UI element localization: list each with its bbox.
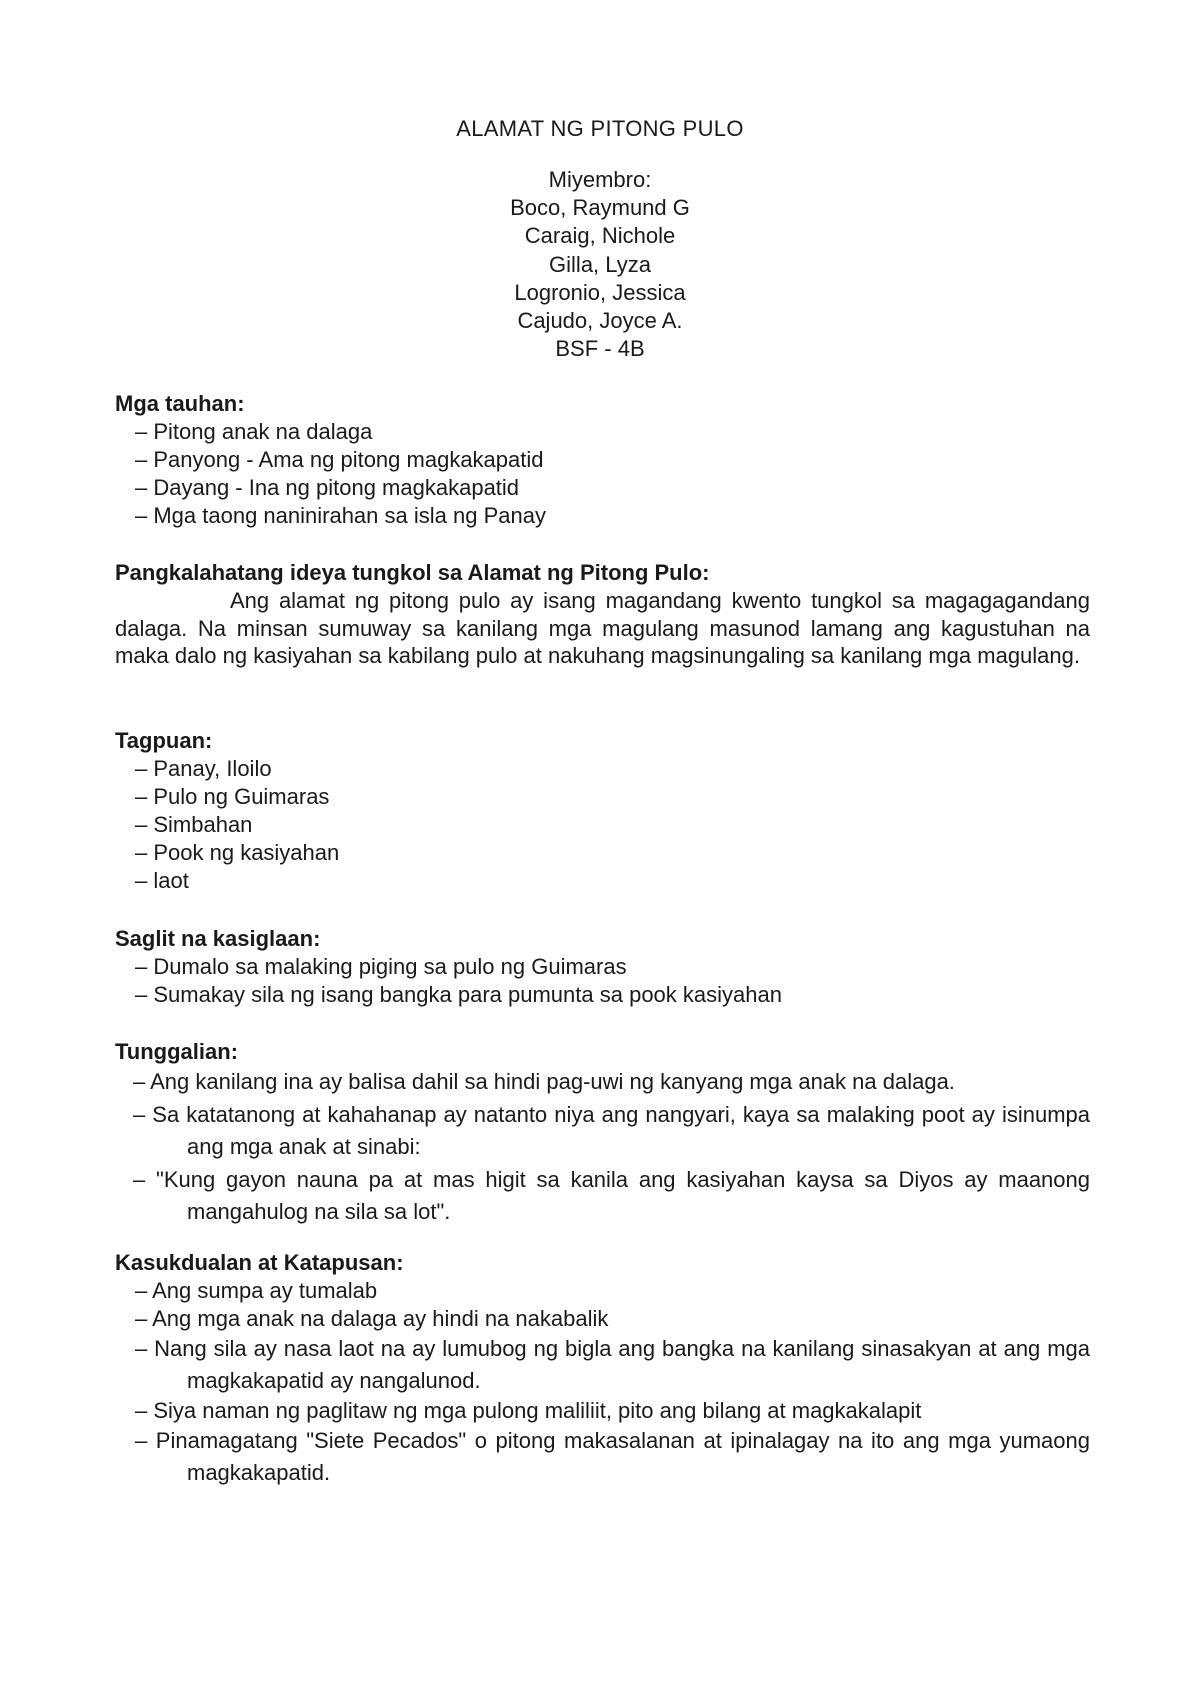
list-item: – Pinamagatang "Siete Pecados" o pitong makasalanan at ipinalagay na ito ang mga yumaong magkakapatid. — [135, 1428, 1090, 1485]
section-saglit — [115, 925, 1090, 1009]
section-heading: Mga tauhan: — [115, 391, 245, 416]
section-heading: Pangkalahatang ideya tungkol sa Alamat ng Pitong Pulo: — [115, 560, 710, 585]
list-item: – "Kung gayon nauna pa at mas higit sa kanila ang kasiyahan kaysa sa Diyos ay maanong mangahulog na sila sa lot". — [133, 1166, 1090, 1224]
section-heading: Tunggalian: — [115, 1039, 239, 1064]
member-name: Boco, Raymund G — [510, 195, 690, 221]
list-item: – Sa katatanong at kahahanap ay natanto niya ang nangyari, kaya sa malaking poot ay isinumpa ang mga anak at sinabi: — [133, 1101, 1090, 1159]
section-heading: Kasukdualan at Katapusan: — [115, 1250, 404, 1275]
section-class: BSF - 4B — [555, 336, 645, 362]
section-heading: Saglit na kasiglaan: — [115, 926, 321, 951]
list-item: – Ang mga anak na dalaga ay hindi na nakabalik — [135, 1306, 609, 1331]
section-kasukdulan — [115, 1249, 1090, 1489]
section-tunggalian — [115, 1038, 1090, 1229]
section-ideya — [115, 559, 1090, 670]
members-label: Miyembro: — [548, 167, 652, 192]
list-item: – Nang sila ay nasa laot na ay lumubog ng bigla ang bangka na kanilang sinasakyan at ang mga magkakapatid ay nangalunod. — [135, 1336, 1090, 1393]
list-item: – Panay, Iloilo — [135, 756, 272, 781]
list-item: – Siya naman ng paglitaw ng mga pulong maliliit, pito ang bilang at magkakalapit — [135, 1398, 922, 1423]
list-item: – Pitong anak na dalaga — [135, 419, 373, 444]
list-item: – Dumalo sa malaking piging sa pulo ng Guimaras — [135, 954, 627, 979]
list-item: – Simbahan — [135, 812, 253, 837]
list-item: – Mga taong naninirahan sa isla ng Panay — [135, 503, 546, 528]
list-item: – Pook ng kasiyahan — [135, 840, 340, 865]
section-heading: Tagpuan: — [115, 728, 213, 753]
member-name: Caraig, Nichole — [524, 223, 676, 249]
list-item: – Pulo ng Guimaras — [135, 784, 330, 809]
list-item: – Panyong - Ama ng pitong magkakapatid — [135, 447, 544, 472]
member-name: Cajudo, Joyce A. — [517, 307, 683, 333]
member-name: Gilla, Lyza — [549, 251, 651, 277]
list-item: – Ang sumpa ay tumalab — [135, 1278, 378, 1303]
list-item: – laot — [135, 868, 189, 893]
paragraph: Ang alamat ng pitong pulo ay isang magandang kwento tungkol sa magagagandang dalaga. Na minsan sumuway sa kanilang mga magulang masunod lamang ang kagustuhan na maka dalo ng kasiyahan sa kabilang pulo at nakuhang magsinungaling sa kanilang mga magulang. — [115, 588, 1090, 668]
member-name: Logronio, Jessica — [514, 279, 686, 305]
list-item: – Ang kanilang ina ay balisa dahil sa hindi pag-uwi ng kanyang mga anak na dalaga. — [133, 1069, 955, 1094]
list-item: – Dayang - Ina ng pitong magkakapatid — [135, 475, 520, 500]
document-title: ALAMAT NG PITONG PULO — [456, 116, 744, 141]
members-block — [0, 166, 1200, 363]
list-item: – Sumakay sila ng isang bangka para pumunta sa pook kasiyahan — [135, 982, 782, 1007]
section-tauhan — [115, 390, 1090, 530]
section-tagpuan — [115, 727, 1090, 895]
